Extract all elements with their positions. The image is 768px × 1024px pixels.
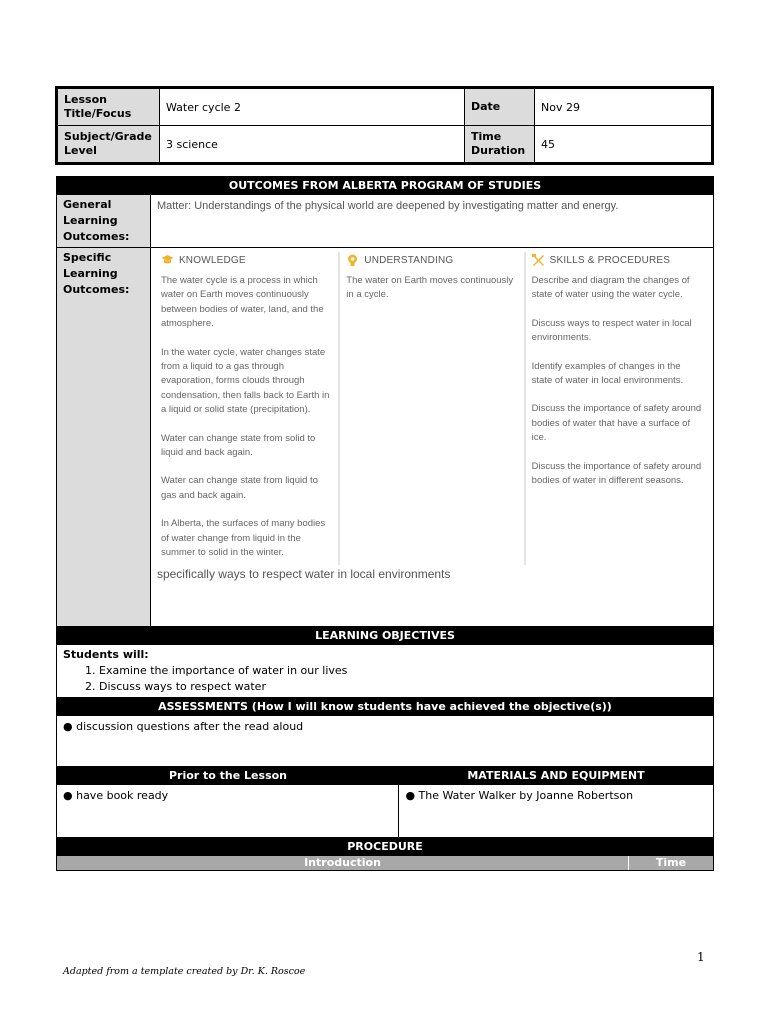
specific-outcomes-note: specifically ways to respect water in local environments bbox=[156, 566, 451, 581]
assessments-title: ASSESSMENTS (How I will know students have achieved the objective(s)) bbox=[57, 698, 714, 716]
objectives-list bbox=[63, 663, 707, 695]
procedure-title: PROCEDURE bbox=[57, 838, 714, 856]
date-label: Date bbox=[465, 88, 535, 126]
skills-item: Discuss the importance of safety around bodies of water that have a surface of ice. bbox=[531, 403, 702, 444]
objectives-title: LEARNING OBJECTIVES bbox=[57, 627, 714, 645]
knowledge-item: Water can change state from liquid to gas and back again. bbox=[160, 475, 318, 501]
prior-title: Prior to the Lesson bbox=[57, 767, 399, 785]
lesson-title-label: Lesson Title/Focus bbox=[57, 88, 160, 126]
specific-outcomes-cell bbox=[150, 248, 713, 627]
skills-item: Identify examples of changes in the state of water in local environments. bbox=[531, 360, 684, 387]
outcomes-title: OUTCOMES FROM ALBERTA PROGRAM OF STUDIES bbox=[57, 177, 714, 195]
objectives-cell bbox=[57, 645, 714, 698]
date-value: Nov 29 bbox=[535, 88, 713, 126]
tools-icon bbox=[532, 254, 545, 267]
materials-title: MATERIALS AND EQUIPMENT bbox=[399, 767, 714, 785]
understanding-item: The water on Earth moves continuously in a cycle. bbox=[346, 275, 514, 301]
lesson-title-value: Water cycle 2 bbox=[160, 88, 465, 126]
knowledge-item: The water cycle is a process in which water on Earth moves continuously between bodies of water, land, and the atmosphere. bbox=[160, 275, 324, 330]
skills-heading bbox=[532, 252, 703, 268]
skills-item: Describe and diagram the changes of state of water using the water cycle. bbox=[531, 275, 690, 301]
assessments-item: ● discussion questions after the read aloud bbox=[57, 716, 714, 767]
lightbulb-icon bbox=[346, 254, 359, 267]
understanding-heading-text: UNDERSTANDING bbox=[364, 254, 454, 266]
subject-grade-label: Subject/Grade Level bbox=[57, 126, 160, 164]
understanding-heading bbox=[346, 252, 517, 268]
knowledge-heading bbox=[161, 252, 332, 268]
lesson-plan-table bbox=[56, 176, 714, 871]
knowledge-column bbox=[155, 252, 338, 565]
list-item: 2. Discuss ways to respect water bbox=[99, 679, 707, 695]
procedure-header-row bbox=[57, 856, 714, 871]
objectives-intro: Students will: bbox=[63, 648, 149, 661]
skills-heading-text: SKILLS & PROCEDURES bbox=[549, 254, 671, 266]
time-label: Time bbox=[628, 856, 713, 870]
graduation-cap-icon bbox=[161, 254, 174, 267]
skills-column bbox=[524, 252, 709, 565]
prior-item: ● have book ready bbox=[57, 785, 399, 838]
general-outcomes-label: General Learning Outcomes: bbox=[57, 195, 151, 248]
outcome-columns bbox=[151, 248, 713, 565]
skills-item: Discuss ways to respect water in local environments. bbox=[531, 317, 692, 344]
knowledge-item: In Alberta, the surfaces of many bodies of water change from liquid in the summer to solid in the winter. bbox=[160, 518, 326, 559]
subject-grade-value: 3 science bbox=[160, 126, 465, 164]
specific-outcomes-label: Specific Learning Outcomes: bbox=[57, 248, 151, 627]
list-item: 1. Examine the importance of water in our lives bbox=[99, 663, 707, 679]
knowledge-item: Water can change state from solid to liquid and back again. bbox=[160, 432, 316, 459]
general-outcomes-text: Matter: Understandings of the physical world are deepened by investigating matter and energy. bbox=[150, 195, 713, 248]
time-duration-label: Time Duration bbox=[465, 126, 535, 164]
skills-item: Discuss the importance of safety around bodies of water in different seasons. bbox=[531, 460, 702, 487]
lesson-header-table bbox=[55, 86, 714, 165]
introduction-label: Introduction bbox=[57, 856, 628, 870]
materials-item: ● The Water Walker by Joanne Robertson bbox=[399, 785, 714, 838]
knowledge-item: In the water cycle, water changes state from a liquid to a gas through evaporation, forms clouds through condensation, then falls back to Earth in a liquid or solid state (precipitation). bbox=[160, 346, 330, 416]
knowledge-heading-text: KNOWLEDGE bbox=[178, 254, 246, 266]
template-credit: Adapted from a template created by Dr. K. Roscoe bbox=[63, 966, 306, 977]
time-duration-value: 45 bbox=[535, 126, 713, 164]
page-number: 1 bbox=[697, 950, 705, 964]
understanding-column bbox=[338, 252, 523, 565]
